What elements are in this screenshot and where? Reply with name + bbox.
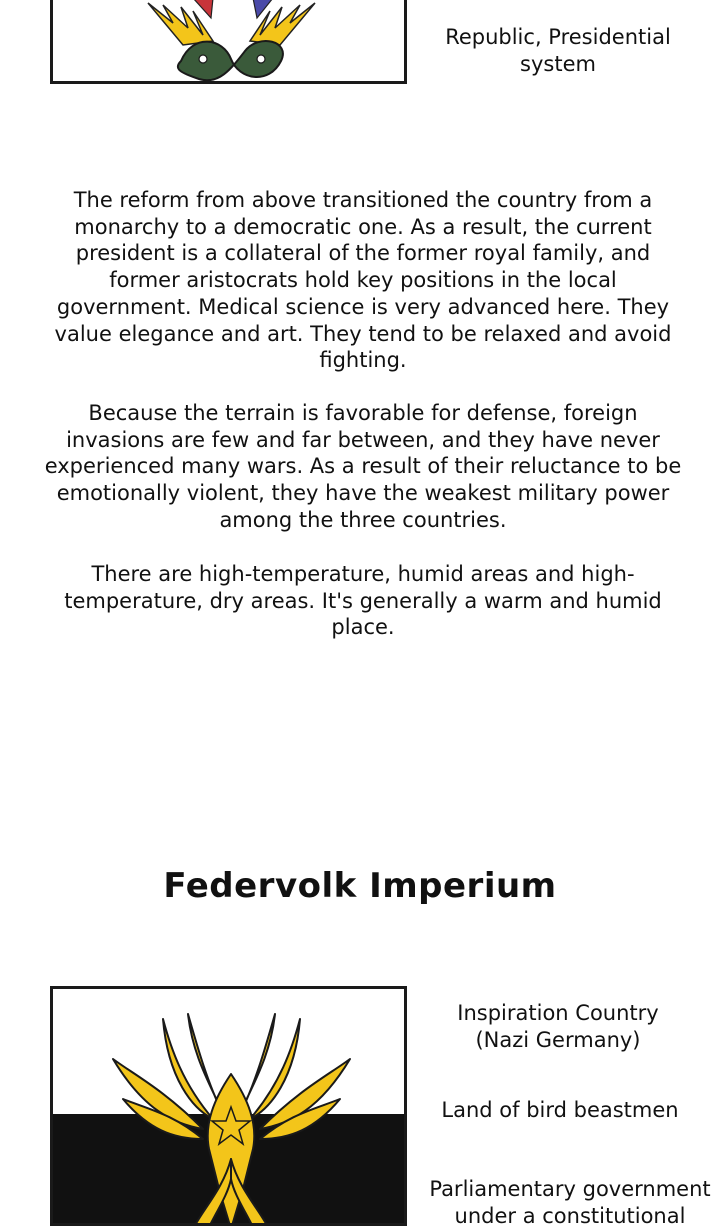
description-paragraph-3: There are high-temperature, humid areas and high-temperature, dry areas. It's generally a warm and humid place. [64,562,662,640]
description-paragraph-2: Because the terrain is favorable for defense, foreign invasions are few and far between, and they have never experienced many wars. As a result of their reluctance to be emotionally violent, they have the weakest military power among the three countries. [44,401,682,532]
country2-inspiration: Inspiration Country (Nazi Germany) [457,1001,659,1052]
country2-title: Federvolk Imperium [163,866,557,906]
country1-government: Republic, Presidential system [445,25,671,76]
description-paragraph-1: The reform from above transitioned the country from a monarchy to a democratic one. As a result, the current president is a collateral of the former royal family, and former aristocrats hold key positions in the local government. Medical science is very advanced here. They value elegance and art. They tend to be relaxed and avoid fighting. [54,188,672,373]
golden-eagle-emblem-icon [53,989,407,1226]
country1-flag [50,0,407,84]
country2-flag [50,986,407,1226]
country2-government: Parliamentary government under a constitutional [429,1177,711,1228]
serpent-emblem-icon [53,0,407,84]
country2-land: Land of bird beastmen [441,1098,679,1122]
